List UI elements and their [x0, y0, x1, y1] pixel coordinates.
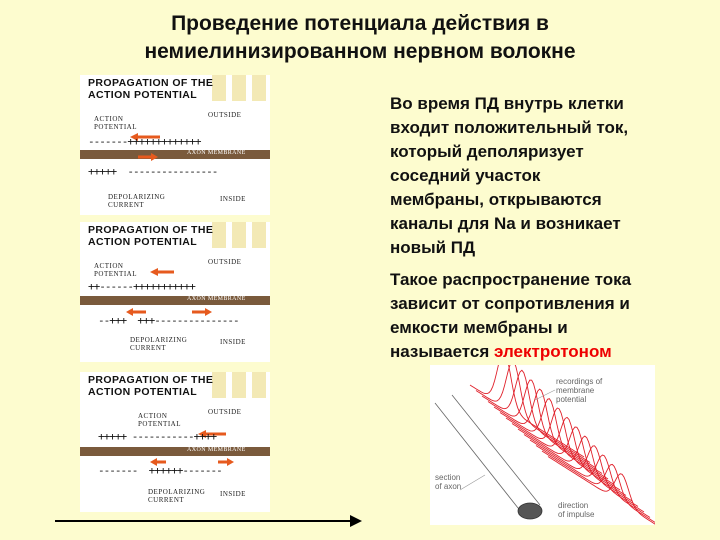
outside-label: OUTSIDE [208, 111, 242, 119]
depolarizing-current-arrow-icon [138, 153, 158, 161]
ap-label-line-1: ACTION [94, 115, 124, 123]
paragraph-2-last-prefix: называется [390, 342, 495, 361]
ap-label-line-1: ACTION [138, 412, 168, 420]
axon-membrane-label: AXON MEMBRANE [187, 447, 246, 453]
paragraph-1-line: входит положительный ток, [390, 118, 629, 137]
panel-heading [88, 77, 213, 101]
outer-charges: +++++ -----------++++ [98, 430, 217, 443]
paragraph-2-line: емкости мембраны и [390, 318, 568, 337]
panel-stripe [212, 75, 270, 101]
outer-charges: -------+++++++++++++ [88, 135, 201, 148]
bottom-arrowhead-icon [350, 515, 362, 527]
paragraph-1-line: который деполяризует [390, 142, 584, 161]
current-label-line-2: CURRENT [130, 344, 167, 352]
paragraph-1-line: новый ПД [390, 238, 476, 257]
panel-heading-line-1: PROPAGATION OF THE [88, 224, 214, 236]
depolarizing-current-label [148, 488, 205, 504]
inside-label: INSIDE [220, 338, 246, 346]
section-label-line-2: of axon [435, 482, 462, 491]
inside-label: INSIDE [220, 490, 246, 498]
electrotonus-term: электротоном [494, 342, 612, 361]
depolarizing-current-label [130, 336, 187, 352]
panel-heading-line-1: PROPAGATION OF THE [88, 374, 214, 386]
bottom-direction-line [55, 520, 360, 522]
ap-label-line-2: POTENTIAL [94, 123, 137, 131]
axon-membrane-label: AXON MEMBRANE [187, 296, 246, 302]
action-potential-label [138, 412, 181, 428]
label-pointers [460, 390, 555, 490]
slide-title [0, 10, 720, 66]
propagation-panel-2 [80, 222, 270, 362]
current-label-line-2: CURRENT [148, 496, 185, 504]
ap-label-line-1: ACTION [94, 262, 124, 270]
membrane-potential-trace [512, 417, 626, 495]
inner-charges: +++++ ---------------- [88, 165, 218, 178]
paragraph-2-last-line [390, 340, 631, 364]
axon-membrane [80, 447, 270, 456]
title-line-1: Проведение потенциала действия в [171, 12, 549, 35]
section-label-line-1: section [435, 473, 461, 482]
paragraph-1-line: мембраны, открываются [390, 190, 602, 209]
electrotonus-figure [430, 365, 655, 525]
section-of-axon-label [435, 473, 461, 491]
propagation-panel-1 [80, 75, 270, 215]
electrotonus-waves-svg [430, 365, 655, 525]
inner-charges: --+++ +++--------------- [98, 314, 239, 327]
ap-label-line-2: POTENTIAL [94, 270, 137, 278]
explanation-paragraph-2 [390, 268, 631, 364]
panel-stripe [212, 222, 270, 248]
current-label-line-2: CURRENT [108, 201, 145, 209]
panel-heading-line-2: ACTION POTENTIAL [88, 89, 198, 101]
panel-heading-line-2: ACTION POTENTIAL [88, 386, 198, 398]
axon-membrane-label: AXON MEMBRANE [187, 150, 246, 156]
depolarizing-current-label [108, 193, 165, 209]
panel-heading-line-1: PROPAGATION OF THE [88, 77, 214, 89]
recordings-label [556, 377, 602, 404]
action-potential-arrow-icon [150, 268, 174, 276]
inner-charges: ------- ++++++------- [98, 464, 222, 477]
panel-heading [88, 374, 213, 398]
outside-label: OUTSIDE [208, 258, 242, 266]
panel-heading [88, 224, 213, 248]
current-label-line-1: DEPOLARIZING [130, 336, 188, 344]
recordings-label-line-2: membrane [556, 386, 595, 395]
recordings-label-line-3: potential [556, 395, 587, 404]
current-label-line-1: DEPOLARIZING [148, 488, 206, 496]
membrane-potential-trace [524, 435, 638, 507]
current-label-line-1: DEPOLARIZING [108, 193, 166, 201]
paragraph-1-line: соседний участок [390, 166, 541, 185]
inside-label: INSIDE [220, 195, 246, 203]
panel-stripe [212, 372, 270, 398]
paragraph-2-line: зависит от сопротивления и [390, 294, 630, 313]
outer-charges: ++------+++++++++++ [88, 280, 195, 293]
panel-heading-line-2: ACTION POTENTIAL [88, 236, 198, 248]
propagation-panel-3 [80, 372, 270, 512]
recordings-label-line-1: recordings of [556, 377, 603, 386]
action-potential-label [94, 115, 137, 131]
outside-label: OUTSIDE [208, 408, 242, 416]
direction-of-impulse-label [558, 501, 594, 519]
ap-label-line-2: POTENTIAL [138, 420, 181, 428]
axon-membrane [80, 296, 270, 305]
paragraph-1-line: каналы для Na и возникает [390, 214, 621, 233]
explanation-paragraph-1 [390, 92, 628, 260]
paragraph-1-line: Во время ПД внутрь клетки [390, 94, 624, 113]
action-potential-label [94, 262, 137, 278]
paragraph-2-line: Такое распространение тока [390, 270, 632, 289]
axon-membrane [80, 150, 270, 159]
direction-label-line-2: of impulse [558, 510, 595, 519]
title-line-2: немиелинизированном нервном волокне [144, 40, 576, 63]
direction-label-line-1: direction [558, 501, 589, 510]
